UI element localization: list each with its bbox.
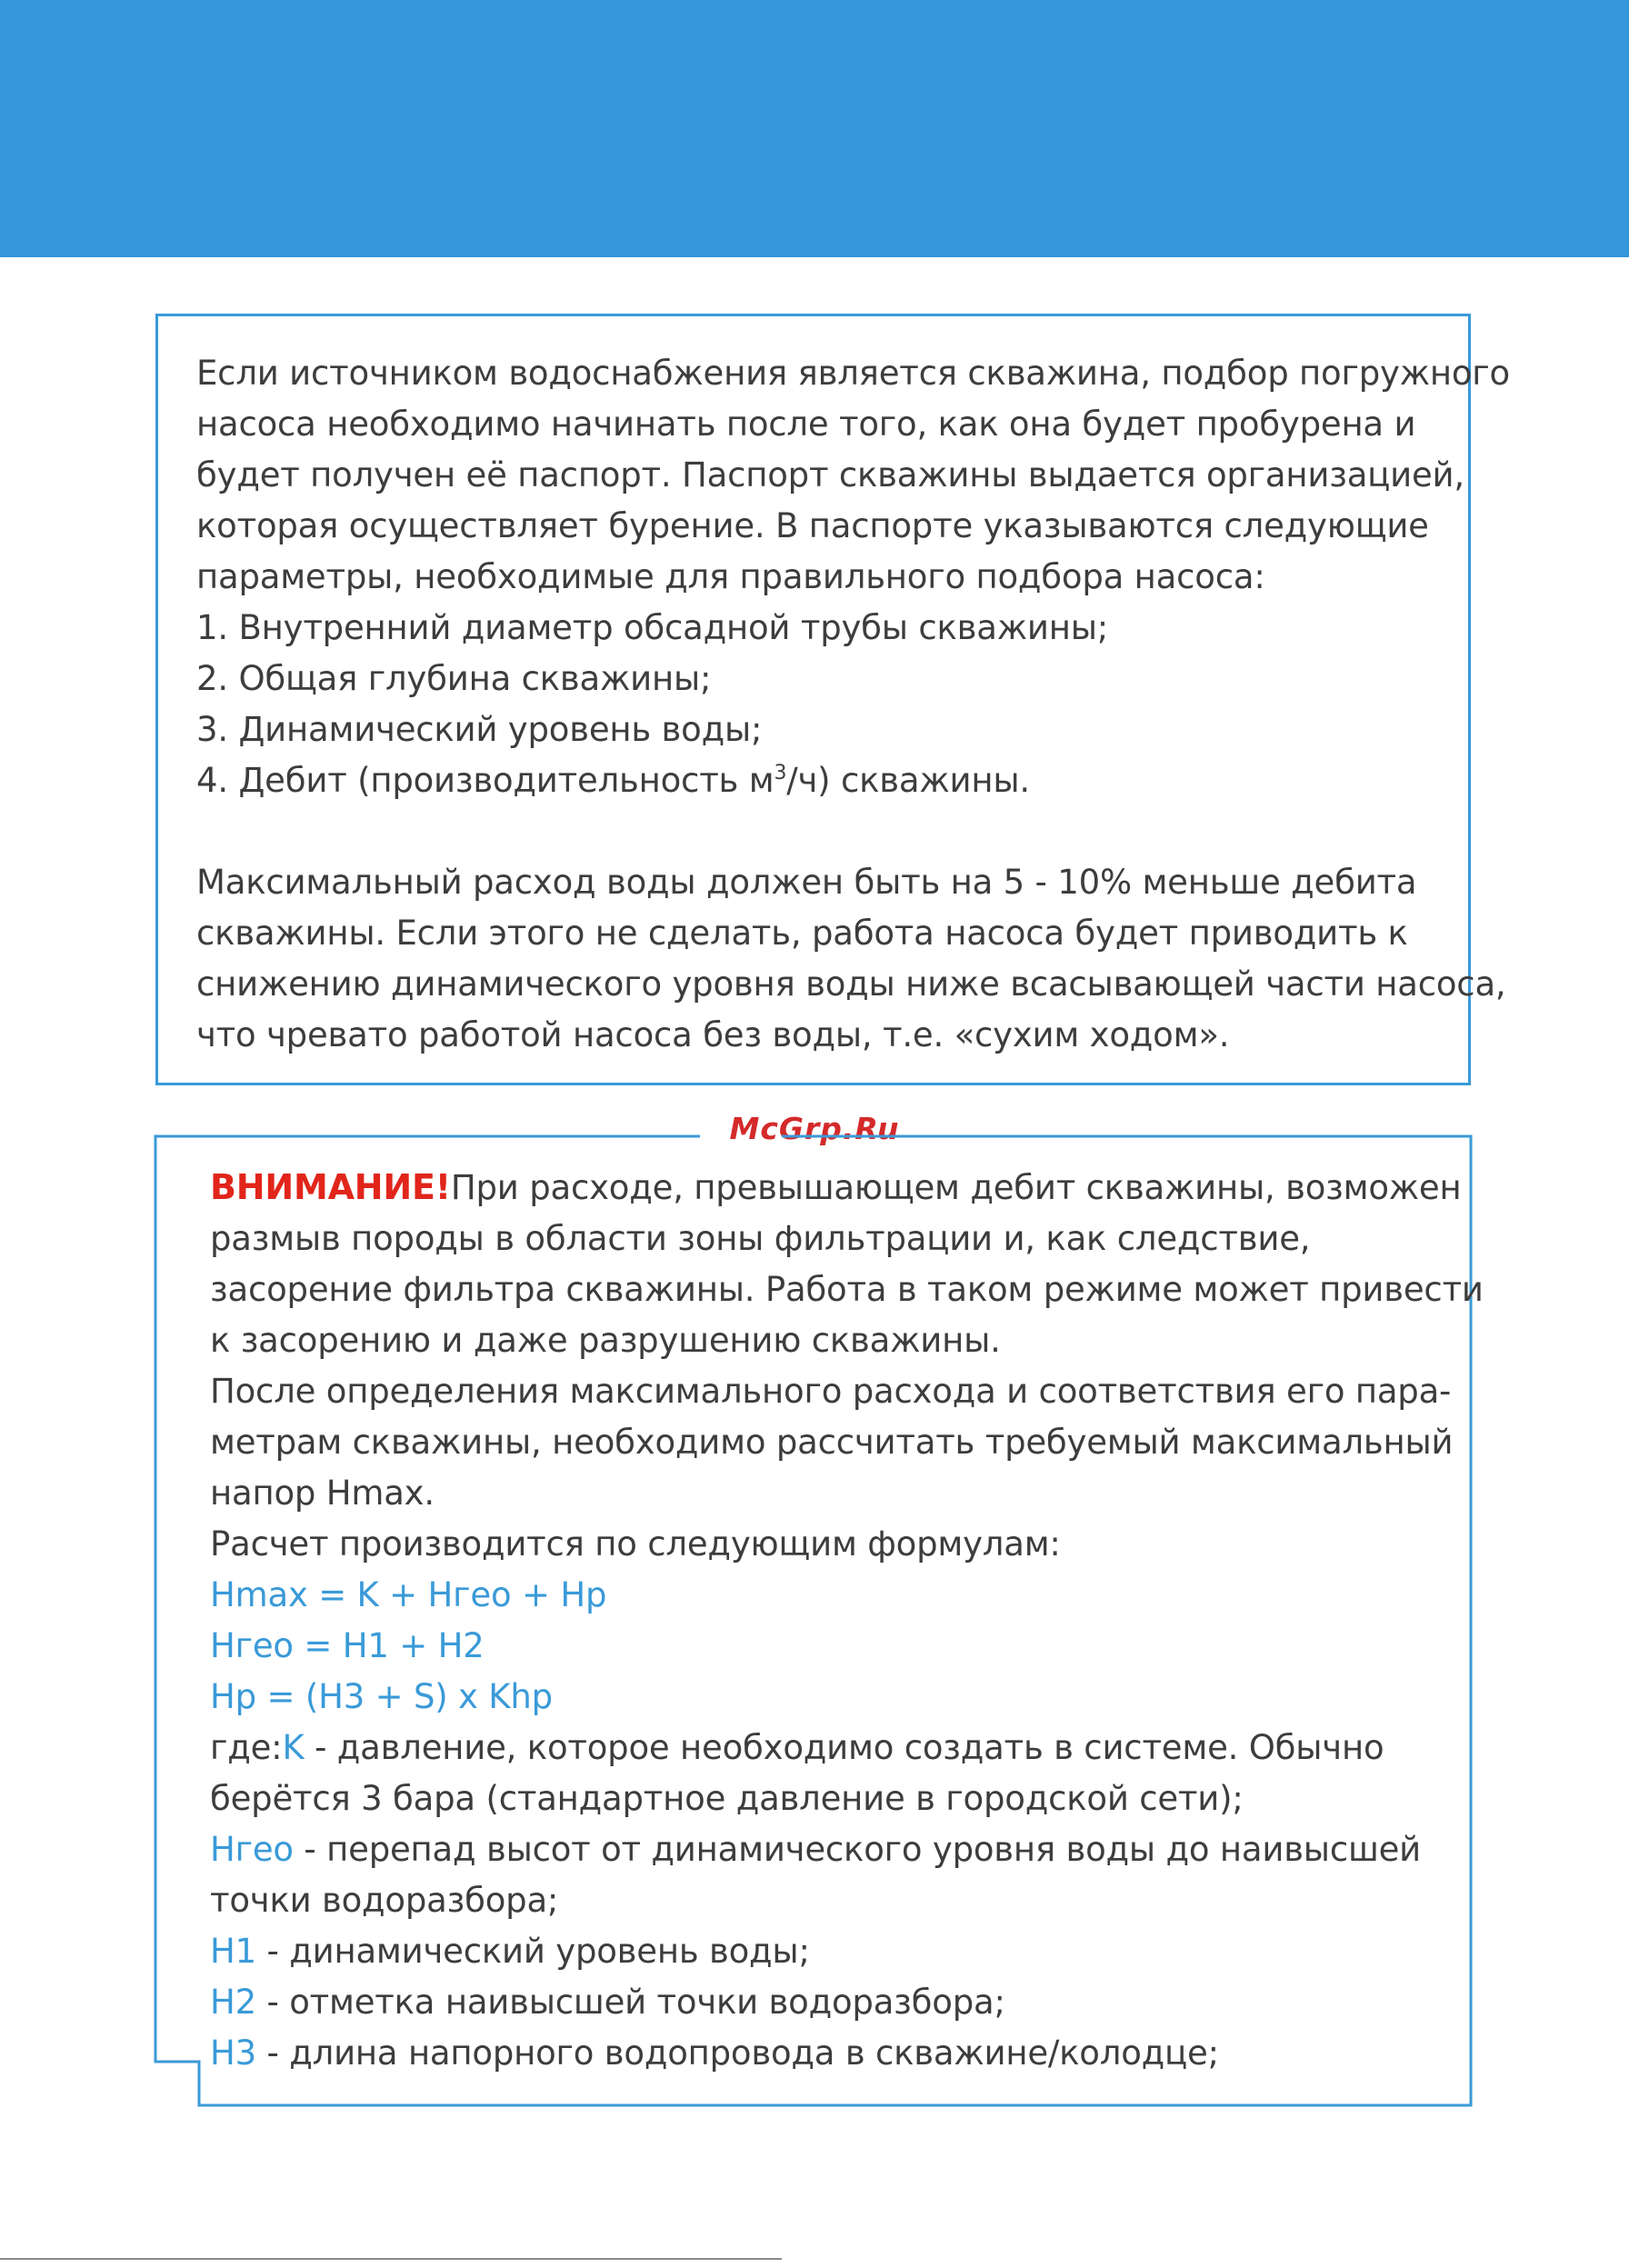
list-item: 2. Общая глубина скважины; [196, 659, 712, 698]
text-line: к засорению и даже разрушению скважины. [210, 1321, 1001, 1360]
formula-hgeo: Hгео = H1 + H2 [210, 1626, 485, 1665]
attention-text [210, 1162, 1484, 2079]
list-item: 3. Динамический уровень воды; [196, 710, 763, 749]
text-line: После определения максимального расхода и соответствия его пара- [210, 1372, 1452, 1411]
text-line: берётся 3 бара (стандартное давление в городской сети); [210, 1779, 1244, 1818]
watermark: McGrp.Ru [729, 1111, 900, 1146]
symbol-h1: H1 [210, 1932, 256, 1971]
paragraph-line: скважины. Если этого не сделать, работа насоса будет приводить к [196, 914, 1408, 953]
symbol-h3: H3 [210, 2033, 256, 2073]
text-line [210, 1162, 1484, 1214]
header-band [0, 0, 1629, 257]
text-span: При расходе, превышающем дебит скважины, возможен [450, 1168, 1462, 1207]
list-item-text: /ч) скважины. [786, 761, 1030, 800]
list-item [196, 755, 1510, 806]
footer-rule [0, 2258, 782, 2260]
definition-text: - длина напорного водопровода в скважине/колодце; [255, 2033, 1219, 2073]
formula-hr: Hр = (H3 + S) x Khp [210, 1677, 553, 1716]
text-line: засорение фильтра скважины. Работа в таком режиме может привести [210, 1270, 1484, 1309]
definition-text: - перепад высот от динамического уровня воды до наивысшей [293, 1830, 1422, 1869]
paragraph-line: которая осуществляет бурение. В паспорте указываются следующие [196, 506, 1429, 545]
symbol-k: K [282, 1728, 305, 1767]
definition-text: - динамический уровень воды; [255, 1932, 810, 1971]
text-line: Расчет производится по следующим формулам: [210, 1524, 1061, 1564]
list-item: 1. Внутренний диаметр обсадной трубы скважины; [196, 608, 1108, 647]
definition-h1 [210, 1926, 1484, 1977]
definition-h2 [210, 1977, 1484, 2028]
superscript: 3 [774, 762, 787, 784]
definition-text: - давление, которое необходимо создать в системе. Обычно [304, 1728, 1384, 1767]
paragraph-line: будет получен её паспорт. Паспорт скважины выдается организацией, [196, 455, 1464, 495]
paragraph-line: что чревато работой насоса без воды, т.е. «сухим ходом». [196, 1015, 1230, 1054]
paragraph-line: снижению динамического уровня воды ниже всасывающей части насоса, [196, 964, 1506, 1004]
definition-h3 [210, 2028, 1484, 2079]
where-label: где: [210, 1728, 283, 1767]
symbol-h2: H2 [210, 1983, 256, 2022]
paragraph-line: насоса необходимо начинать после того, как она будет пробурена и [196, 405, 1416, 444]
paragraph-line: Максимальный расход воды должен быть на 5 - 10% меньше дебита [196, 863, 1417, 902]
formula-hmax: Hmax = K + Hгео + Hр [210, 1575, 607, 1614]
paragraph-line: Если источником водоснабжения является скважина, подбор погружного [196, 354, 1510, 393]
definition-hgeo [210, 1824, 1484, 1875]
attention-label: ВНИМАНИЕ! [210, 1167, 451, 1207]
text-line: напор Hmax. [210, 1474, 435, 1513]
symbol-hgeo: Hгео [210, 1830, 294, 1869]
list-item-text: 4. Дебит (производительность м [196, 761, 775, 800]
definition-k [210, 1723, 1484, 1773]
paragraph-line: параметры, необходимые для правильного подбора насоса: [196, 557, 1265, 596]
well-passport-text [196, 348, 1510, 1061]
text-line: точки водоразбора; [210, 1881, 559, 1920]
text-line: размыв породы в области зоны фильтрации и, как следствие, [210, 1219, 1311, 1258]
text-line: метрам скважины, необходимо рассчитать требуемый максимальный [210, 1423, 1454, 1462]
definition-text: - отметка наивысшей точки водоразбора; [255, 1983, 1005, 2022]
